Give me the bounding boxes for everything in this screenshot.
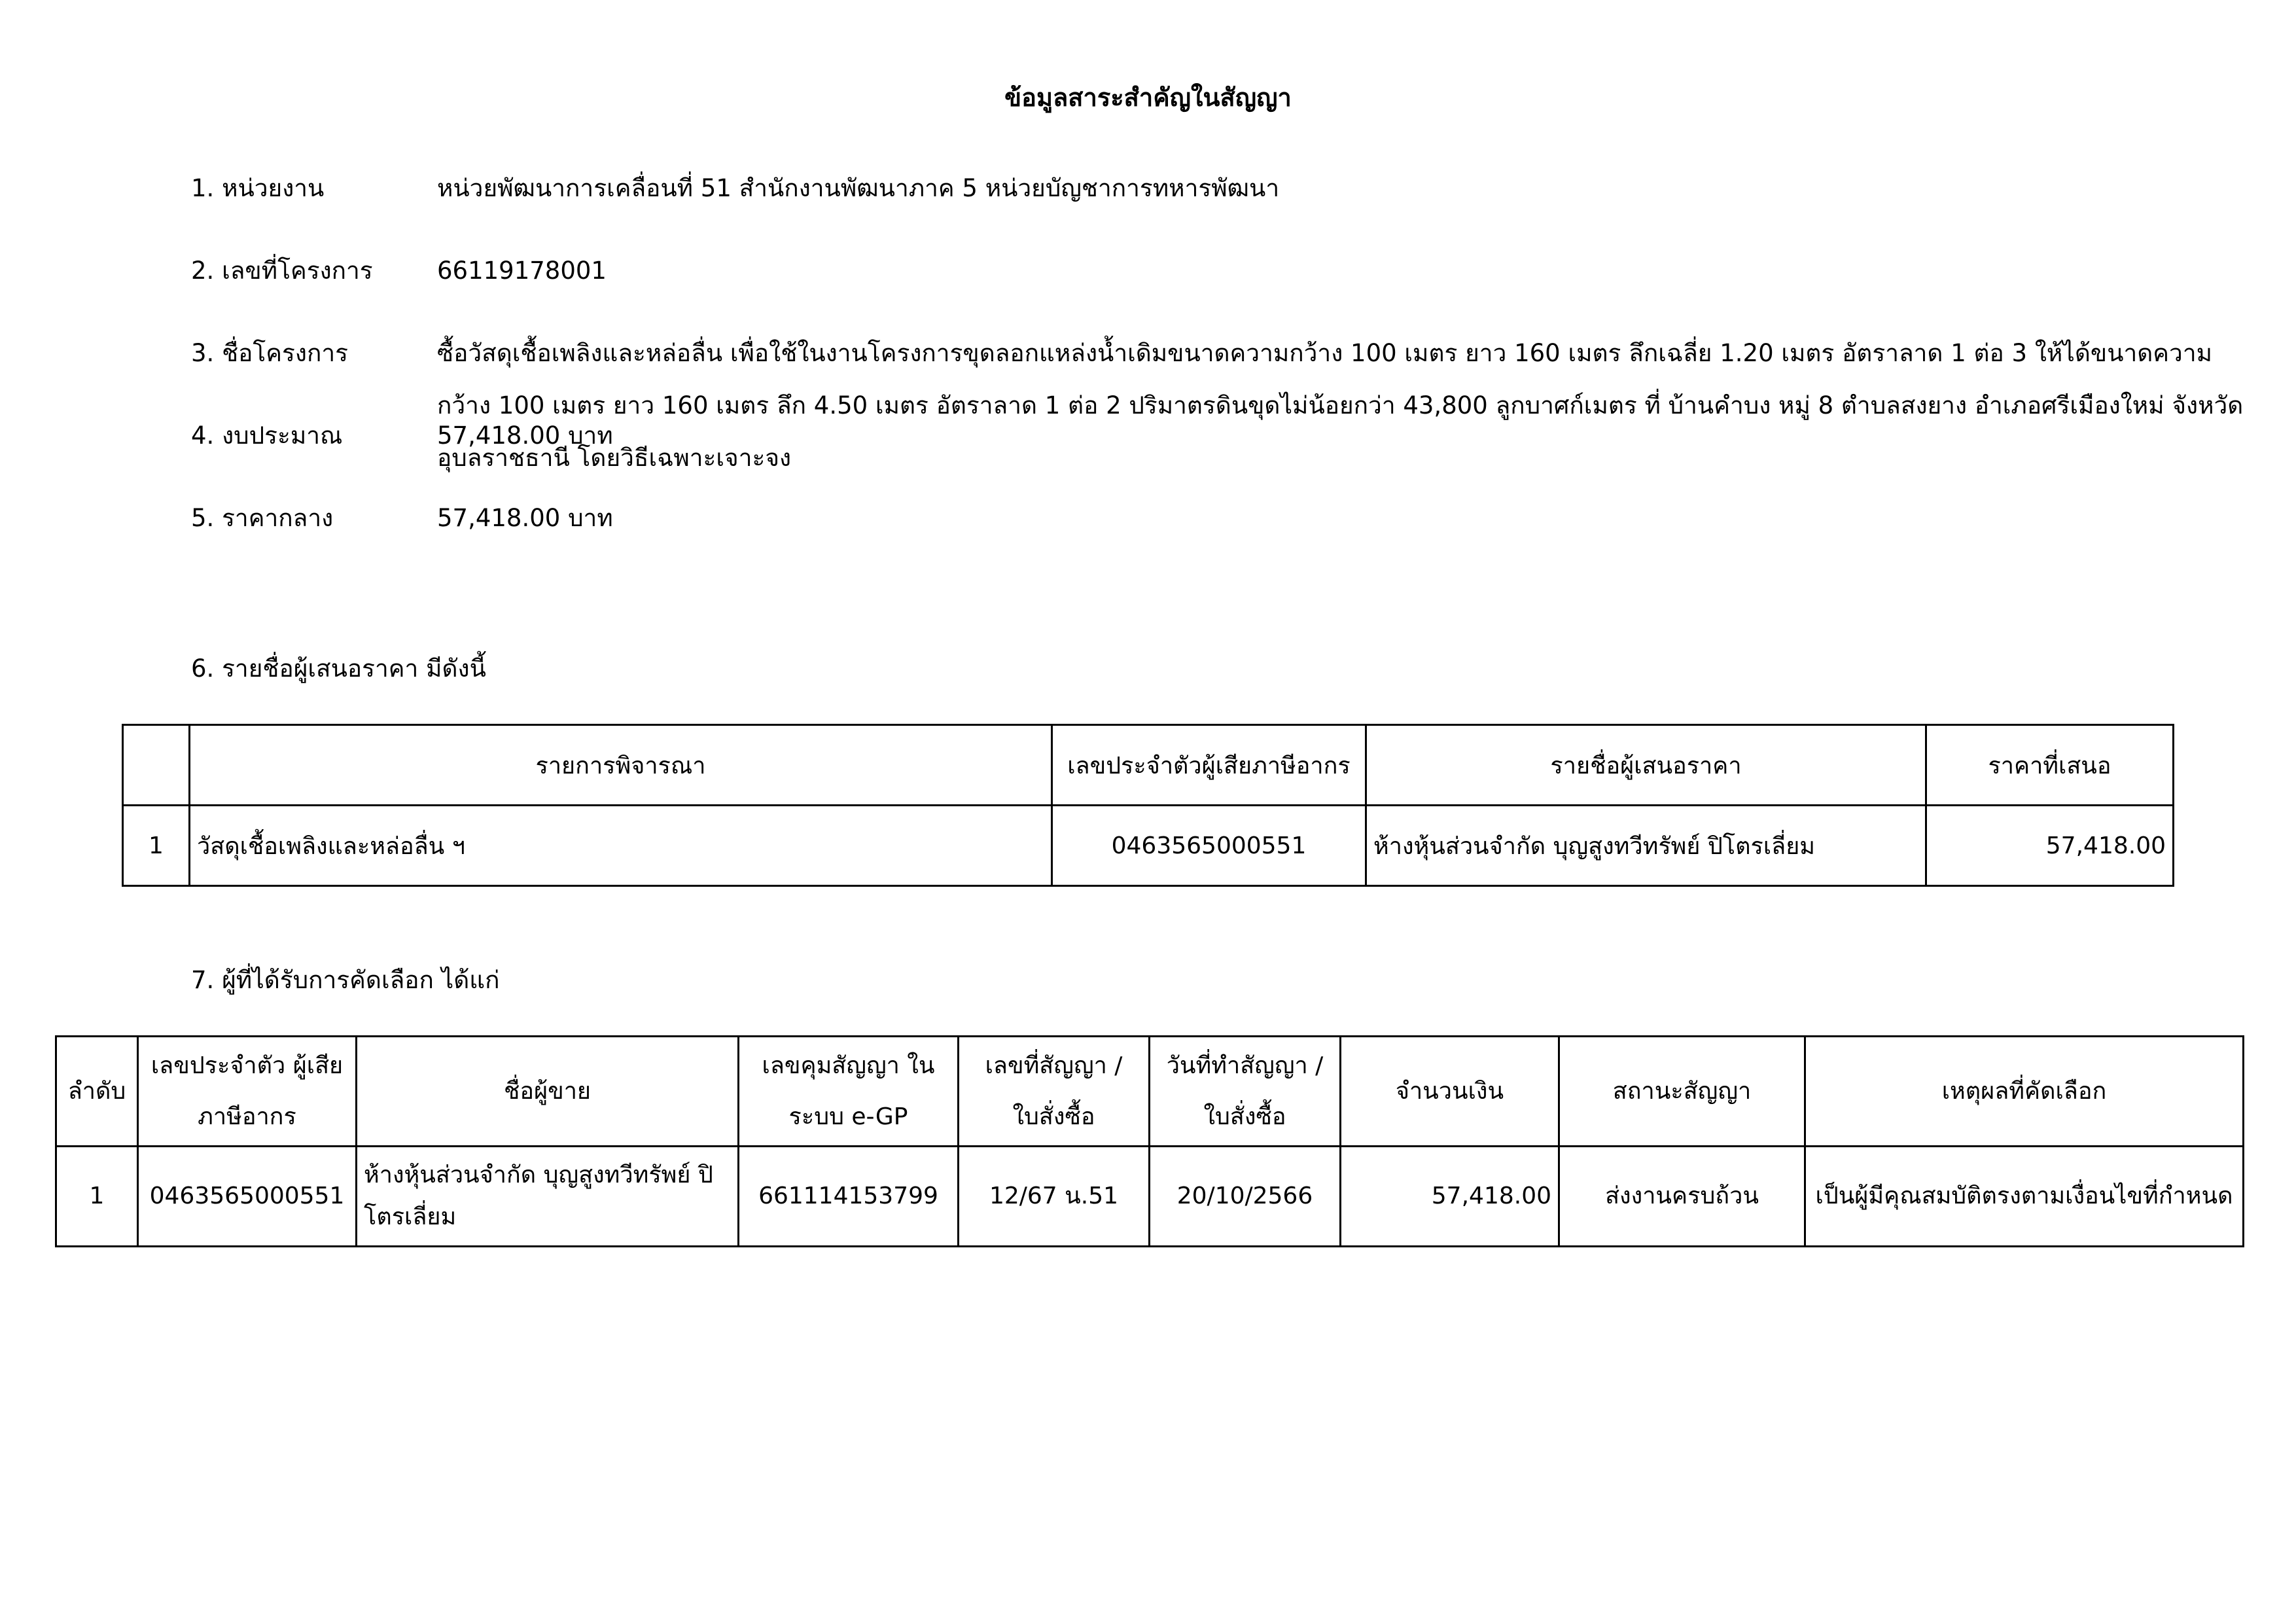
winners-col-no: ลำดับ <box>56 1037 138 1147</box>
bidders-cell-item: วัสดุเชื้อเพลิงและหล่อลื่น ฯ <box>190 806 1052 886</box>
winners-col-status: สถานะสัญญา <box>1559 1037 1805 1147</box>
winners-cell-seller: ห้างหุ้นส่วนจำกัด บุญสูงทวีทรัพย์ ปิโตรเลี่ยม <box>357 1147 739 1247</box>
winners-col-tax-id: เลขประจำตัว ผู้เสียภาษีอากร <box>138 1037 357 1147</box>
info-value-project-number: 66119178001 <box>437 257 607 285</box>
bidders-col-price: ราคาที่เสนอ <box>1926 725 2174 806</box>
winners-cell-egp-no: 661114153799 <box>739 1147 959 1247</box>
winners-col-reason: เหตุผลที่คัดเลือก <box>1805 1037 2244 1147</box>
bidders-col-bidder: รายชื่อผู้เสนอราคา <box>1366 725 1926 806</box>
winners-col-egp-no: เลขคุมสัญญา ในระบบ e-GP <box>739 1037 959 1147</box>
winners-cell-no: 1 <box>56 1147 138 1247</box>
info-label-median-price: 5. ราคากลาง <box>191 504 334 532</box>
winners-heading: 7. ผู้ที่ได้รับการคัดเลือก ได้แก่ <box>191 966 500 994</box>
winners-cell-contract-no: 12/67 น.51 <box>959 1147 1150 1247</box>
winners-col-amount: จำนวนเงิน <box>1341 1037 1559 1147</box>
info-value-project-name: ซื้อวัสดุเชื้อเพลิงและหล่อลื่น เพื่อใช้ในงานโครงการขุดลอกแหล่งน้ำเดิมขนาดความกว้าง 100 เมตร ยาว 160 เมตร ลึกเฉลี่ย 1.20 เมตร อัตราลาด 1 ต่อ 3 ให้ได้ขนาดความกว้าง 100 เมตร ยาว 160 เมตร ลึก 4.50 เมตร อัตราลาด 1 ต่อ 2 ปริมาตรดินขุดไม่น้อยกว่า 43,800 ลูกบาศก์เมตร ที่ บ้านคำบง หมู่ 8 ตำบลสงยาง อำเภอศรีเมืองใหม่ จังหวัดอุบลราชธานี โดยวิธีเฉพาะเจาะจง <box>437 339 2244 472</box>
winners-cell-tax-id: 0463565000551 <box>138 1147 357 1247</box>
winners-cell-status: ส่งงานครบถ้วน <box>1559 1147 1805 1247</box>
table-row <box>56 1147 2244 1247</box>
winners-table <box>55 1035 2244 1247</box>
bidders-table <box>122 724 2174 887</box>
winners-header-row <box>56 1037 2244 1147</box>
winners-col-contract-no: เลขที่สัญญา / ใบสั่งซื้อ <box>959 1037 1150 1147</box>
winners-col-contract-date: วันที่ทำสัญญา / ใบสั่งซื้อ <box>1150 1037 1341 1147</box>
info-value-budget: 57,418.00 บาท <box>437 421 613 450</box>
bidders-col-no <box>123 725 190 806</box>
bidders-cell-tax-id: 0463565000551 <box>1052 806 1366 886</box>
bidders-cell-bidder: ห้างหุ้นส่วนจำกัด บุญสูงทวีทรัพย์ ปิโตรเลี่ยม <box>1366 806 1926 886</box>
info-label-agency: 1. หน่วยงาน <box>191 174 325 202</box>
winners-cell-contract-date: 20/10/2566 <box>1150 1147 1341 1247</box>
winners-col-seller: ชื่อผู้ขาย <box>357 1037 739 1147</box>
info-label-budget: 4. งบประมาณ <box>191 421 343 450</box>
info-label-project-number: 2. เลขที่โครงการ <box>191 257 373 285</box>
bidders-cell-no: 1 <box>123 806 190 886</box>
winners-cell-amount: 57,418.00 <box>1341 1147 1559 1247</box>
bidders-cell-price: 57,418.00 <box>1926 806 2174 886</box>
info-label-project-name: 3. ชื่อโครงการ <box>191 339 349 367</box>
info-value-agency: หน่วยพัฒนาการเคลื่อนที่ 51 สำนักงานพัฒนาภาค 5 หน่วยบัญชาการทหารพัฒนา <box>437 174 1280 202</box>
bidders-col-tax-id: เลขประจำตัวผู้เสียภาษีอากร <box>1052 725 1366 806</box>
winners-cell-reason: เป็นผู้มีคุณสมบัติตรงตามเงื่อนไขที่กำหนด <box>1805 1147 2244 1247</box>
bidders-heading: 6. รายชื่อผู้เสนอราคา มีดังนี้ <box>191 654 486 683</box>
bidders-header-row <box>123 725 2174 806</box>
table-row <box>123 806 2174 886</box>
document-title: ข้อมูลสาระสำคัญในสัญญา <box>1004 83 1292 112</box>
info-value-median-price: 57,418.00 บาท <box>437 504 613 532</box>
bidders-col-item: รายการพิจารณา <box>190 725 1052 806</box>
